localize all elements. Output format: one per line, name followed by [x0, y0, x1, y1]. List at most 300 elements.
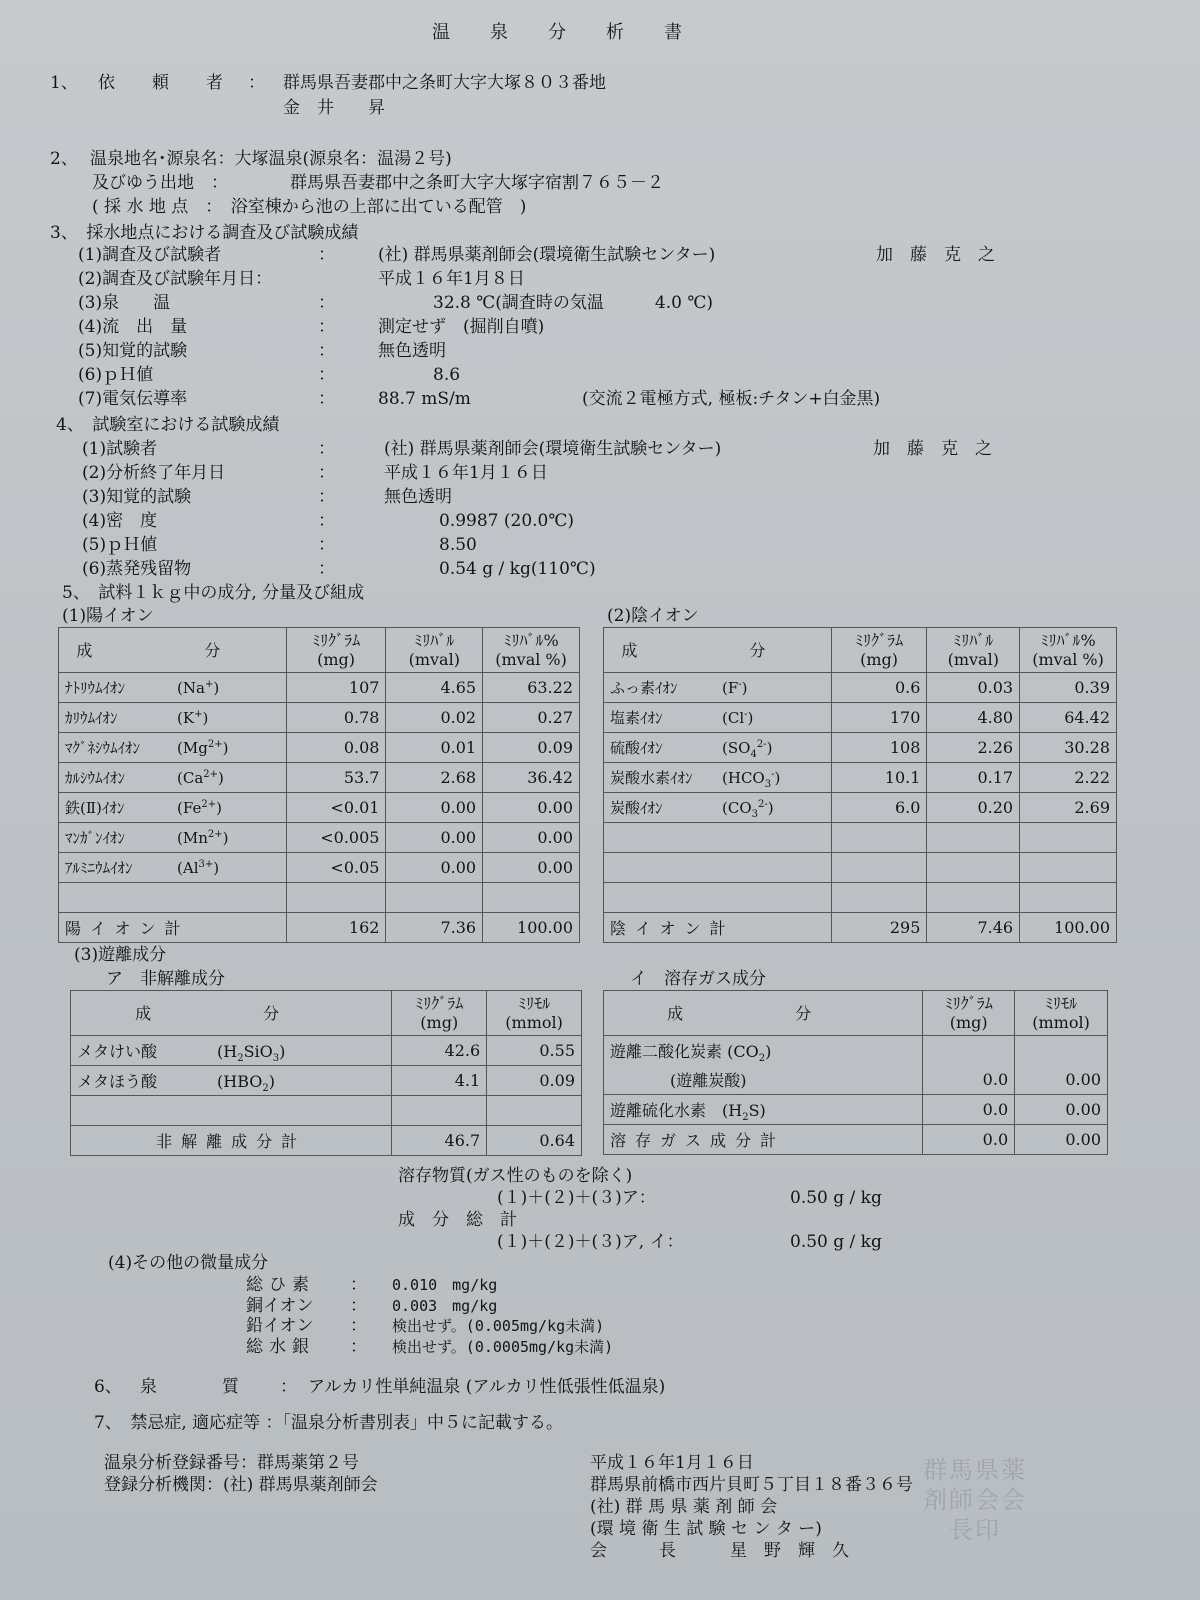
cation-total-mval: 7.36 — [386, 913, 483, 943]
ion-mg: 108 — [831, 733, 927, 763]
ion-row — [604, 793, 1117, 823]
col-mg-kana: ﾐﾘｸﾞﾗﾑ — [312, 631, 361, 650]
anion-total-label: 陰イオン計 — [604, 913, 832, 943]
ion-japanese: 硫酸ｲｵﾝ — [610, 739, 663, 757]
ion-pct: 63.22 — [483, 673, 580, 703]
blank-cell — [483, 883, 580, 913]
nondiss-row — [71, 1036, 582, 1066]
s4-row-colon: ： — [318, 487, 335, 507]
registration-number: 温泉分析登録番号：群馬薬第２号 — [104, 1453, 359, 1473]
co2-mg-blank — [923, 1036, 1015, 1066]
s3-row-label: (2)調査及び試験年月日： — [78, 269, 273, 289]
col-component: 成 分 — [604, 628, 832, 673]
spring-quality: アルカリ性単純温泉 (アルカリ性低張性低温泉) — [308, 1377, 666, 1397]
gas-header — [604, 991, 1108, 1036]
col-mvalp-kana: ﾐﾘﾊﾞﾙ% — [1040, 631, 1096, 650]
nondiss-total-label: 非解離成分計 — [71, 1126, 392, 1156]
col-mval — [386, 628, 483, 673]
ion-pct: 30.28 — [1020, 733, 1117, 763]
s4-row-colon: ： — [318, 559, 335, 579]
ion-pct: 64.42 — [1020, 703, 1117, 733]
ion-charge: - — [738, 679, 742, 690]
co2-close: ) — [765, 1042, 772, 1061]
nondiss-row — [71, 1066, 582, 1096]
s4-row-value: 0.9987 (20.0℃) — [439, 511, 575, 531]
nondiss-header — [71, 991, 582, 1036]
s4-header: 4、 試験室における試験成績 — [56, 415, 280, 435]
ion-mval: 0.17 — [927, 763, 1020, 793]
s4-row-colon: ： — [318, 511, 335, 531]
grand-total-label: 成 分 総 計 — [398, 1210, 517, 1230]
ion-charge: 2+ — [201, 799, 217, 810]
s3-row-value: 32.8 ℃(調査時の気温 4.0 ℃) — [433, 293, 713, 313]
ion-row — [59, 793, 580, 823]
col-mvalp-kana: ﾐﾘﾊﾞﾙ% — [503, 631, 559, 650]
nondiss-name: メタほう酸 $(HBO_2)$ — [71, 1066, 392, 1096]
org-name: (社) 群 馬 県 薬 剤 師 会 — [590, 1497, 778, 1517]
s1-number: 1、 — [50, 73, 78, 93]
col-mg-unit: (mg) — [420, 1013, 459, 1032]
s4-row-label: (1)試験者 — [82, 439, 158, 459]
nondiss-total-mmol: 0.64 — [487, 1126, 582, 1156]
anion-table-header — [604, 628, 1117, 673]
blank-cell — [927, 853, 1020, 883]
s3-row-value: 8.6 — [433, 365, 461, 385]
s3-row-value: 平成１６年1月８日 — [378, 269, 525, 289]
s3-row-label: (5)知覚的試験 — [78, 341, 188, 361]
s4-row-label: (2)分析終了年月日 — [82, 463, 226, 483]
trace-colon: ： — [350, 1316, 367, 1336]
ion-formula: Ca — [182, 769, 204, 787]
s3-row-label: (4)流 出 量 — [78, 317, 188, 337]
president-name: 星 野 輝 久 — [730, 1541, 849, 1561]
blank-cell — [1020, 883, 1117, 913]
ion-mg: 107 — [286, 673, 386, 703]
ion-japanese: ﾏﾝｶﾞﾝｲｵﾝ — [65, 829, 126, 847]
s3-row-value: 88.7 mS/m — [378, 389, 471, 409]
nondiss-sub: 2 — [237, 1053, 244, 1065]
s7-text: 7、 禁忌症, 適応症等 ：「温泉分析書別表」中５に記載する。 — [94, 1413, 564, 1433]
nondiss-sub: 2 — [262, 1083, 269, 1095]
col-mvalp-unit: (mval %) — [1032, 650, 1104, 669]
document-title: 温泉分析書 — [432, 22, 722, 43]
ion-row — [604, 673, 1117, 703]
blank-cell — [927, 823, 1020, 853]
trace-name: 総水銀 — [246, 1336, 315, 1357]
ion-japanese: 炭酸水素ｲｵﾝ — [610, 769, 693, 787]
s4-row-value: 0.54 g / kg(110℃) — [439, 559, 596, 579]
gas-total-label: 溶存ガス成分計 — [604, 1125, 923, 1155]
ion-subscript: 3 — [751, 809, 759, 820]
anion-title: (2)陰イオン — [607, 606, 699, 626]
blank-cell — [604, 883, 832, 913]
anion-total-pct: 100.00 — [1020, 913, 1117, 943]
s2-number: 2、 — [50, 149, 78, 169]
trace-name: 鉛イオン — [246, 1316, 314, 1336]
ion-row — [59, 673, 580, 703]
ion-mval: 2.68 — [386, 763, 483, 793]
s1-label: 依 頼 者 — [98, 73, 233, 93]
s3-header: 3、 採水地点における調査及び試験成績 — [50, 223, 359, 243]
co2-mg: 0.0 — [923, 1065, 1015, 1095]
col-mval-unit: (mval) — [408, 650, 460, 669]
ion-name: 炭酸水素ｲｵﾝ $(HCO_3^-)$ — [604, 763, 832, 793]
trace-colon: ： — [350, 1275, 367, 1295]
nondiss-sub2: 3 — [272, 1053, 280, 1065]
cation-title: (1)陽イオン — [62, 606, 154, 626]
blank-row — [604, 823, 1117, 853]
cation-total-row — [59, 913, 580, 943]
ion-formula: Cl — [727, 709, 745, 727]
ion-mg: 53.7 — [286, 763, 386, 793]
gas-row-co2 — [604, 1036, 1108, 1066]
dissolved-formula: (１)＋(２)＋(３)ア： — [497, 1188, 656, 1208]
anion-table — [603, 627, 1117, 943]
col-mvalp-unit: (mval %) — [495, 650, 567, 669]
s3-row-colon: ： — [318, 245, 335, 265]
co2-sub: 2 — [758, 1053, 766, 1065]
ion-japanese: 炭酸ｲｵﾝ — [610, 799, 663, 817]
s3-row-extra: (交流２電極方式, 極板:チタン+白金黒) — [582, 389, 881, 409]
ion-row — [59, 733, 580, 763]
ion-mval: 0.02 — [386, 703, 483, 733]
ion-charge: 2+ — [207, 739, 223, 750]
ion-pct: 0.27 — [483, 703, 580, 733]
h2s-mg: 0.0 — [923, 1095, 1015, 1125]
col-mval-kana: ﾐﾘﾊﾞﾙ — [414, 631, 455, 650]
issue-date: 平成１６年1月１６日 — [590, 1453, 754, 1473]
h2s-sub: 2 — [742, 1112, 749, 1124]
ion-mval: 0.03 — [927, 673, 1020, 703]
trace-colon: ： — [350, 1336, 367, 1357]
col-mg-unit: (mg) — [949, 1013, 988, 1032]
trace-title: (4)その他の微量成分 — [108, 1253, 269, 1273]
dissolved-value: 0.50 g / kg — [790, 1188, 882, 1208]
s3-row-colon: ： — [318, 365, 335, 385]
ion-charge: 2+ — [207, 829, 223, 840]
dissolved-label: 溶存物質(ガス性のものを除く) — [398, 1166, 633, 1186]
blank-cell — [604, 853, 832, 883]
ion-mg: <0.01 — [286, 793, 386, 823]
s4-row-value: 無色透明 — [384, 487, 452, 507]
cation-table-header — [59, 628, 580, 673]
cation-total-pct: 100.00 — [483, 913, 580, 943]
sampling-point-line: ( 採 水 地 点 ： 浴室棟から池の上部に出ている配管 ) — [92, 197, 527, 217]
ion-name: ｶﾙｼｳﾑｲｵﾝ $(Ca^{2+})$ — [59, 763, 287, 793]
trace-name: 総ひ素 — [246, 1275, 315, 1295]
s3-row-colon: ： — [318, 317, 335, 337]
co2-label: 遊離二酸化炭素 (CO — [610, 1042, 759, 1061]
nondiss-formula: HBO — [223, 1072, 263, 1091]
co2-mmol: 0.00 — [1015, 1065, 1108, 1095]
ion-row — [59, 703, 580, 733]
ion-formula: Na — [182, 679, 205, 697]
ion-mg: 6.0 — [831, 793, 927, 823]
blank-cell — [831, 853, 927, 883]
blank-cell — [1020, 853, 1117, 883]
s6-label: 泉 質 — [140, 1377, 263, 1397]
org-center: (環 境 衛 生 試 験 セ ン タ ー) — [590, 1519, 822, 1539]
ion-mg: 10.1 — [831, 763, 927, 793]
ion-subscript: 3 — [764, 779, 772, 790]
ion-pct: 2.69 — [1020, 793, 1117, 823]
s6-colon: ： — [280, 1377, 297, 1397]
ion-formula: F — [727, 679, 739, 697]
trace-value: 0.010 mg/kg — [392, 1276, 498, 1294]
ion-mval: 0.00 — [386, 823, 483, 853]
h2s-close: S) — [748, 1101, 766, 1120]
ion-japanese: ﾏｸﾞﾈｼｳﾑｲｵﾝ — [65, 739, 141, 757]
ion-formula: Mn — [182, 829, 208, 847]
ion-row — [59, 853, 580, 883]
official-seal: 群馬県薬剤師会会長印 — [923, 1456, 1027, 1544]
source-location-value: 群馬県吾妻郡中之条町大字大塚字宿割７６５－２ — [290, 173, 664, 193]
nondiss-total-mg: 46.7 — [392, 1126, 487, 1156]
ion-pct: 0.00 — [483, 853, 580, 883]
ion-japanese: 塩素ｲｵﾝ — [610, 709, 663, 727]
col-mg-kana: ﾐﾘｸﾞﾗﾑ — [415, 994, 464, 1013]
col-mg — [923, 991, 1015, 1036]
s3-row-extra: 加 藤 克 之 — [876, 245, 995, 265]
co2-mmol-blank — [1015, 1036, 1108, 1066]
s3-row-value: (社) 群馬県薬剤師会(環境衛生試験センター) — [378, 245, 716, 265]
ion-name: 炭酸ｲｵﾝ $(CO_3^{2-})$ — [604, 793, 832, 823]
ion-name: 硫酸ｲｵﾝ $(SO_4^{2-})$ — [604, 733, 832, 763]
ion-pct: 36.42 — [483, 763, 580, 793]
col-mmol-unit: (mmol) — [1032, 1013, 1090, 1032]
grand-total-formula: (１)＋(２)＋(３)ア, イ： — [497, 1232, 684, 1252]
nondiss-mg: 42.6 — [392, 1036, 487, 1066]
s4-row-label: (3)知覚的試験 — [82, 487, 192, 507]
ion-formula: HCO — [727, 769, 765, 787]
s4-row-value: 平成１６年1月１６日 — [384, 463, 548, 483]
ion-name: ふっ素ｲｵﾝ (F-) — [604, 673, 832, 703]
col-mg-unit: (mg) — [860, 650, 899, 669]
ion-formula: SO — [727, 739, 751, 757]
ion-formula: CO — [727, 799, 752, 817]
ion-charge: + — [194, 709, 203, 720]
col-mg — [392, 991, 487, 1036]
nondiss-formula: H — [223, 1042, 238, 1061]
col-mmol-unit: (mmol) — [505, 1013, 563, 1032]
nondiss-japanese: メタけい酸 — [77, 1042, 158, 1061]
ion-mval: 0.01 — [386, 733, 483, 763]
col-component: 成 分 — [59, 628, 287, 673]
ion-charge: - — [744, 709, 748, 720]
col-mg — [831, 628, 927, 673]
ion-name: 鉄(Ⅱ)ｲｵﾝ $(Fe^{2+})$ — [59, 793, 287, 823]
ion-formula: K — [182, 709, 195, 727]
co2-alt-name: (遊離炭酸) — [604, 1065, 923, 1095]
ion-japanese: ｶﾘｳﾑｲｵﾝ — [65, 709, 118, 727]
s5-header: 5、 試料１ｋｇ中の成分, 分量及び組成 — [62, 583, 365, 603]
blank-row — [604, 853, 1117, 883]
ion-mg: 0.6 — [831, 673, 927, 703]
col-mmol — [487, 991, 582, 1036]
s3-row-label: (1)調査及び試験者 — [78, 245, 222, 265]
col-mg-kana: ﾐﾘｸﾞﾗﾑ — [855, 631, 904, 650]
co2-name — [604, 1036, 923, 1066]
cation-total-label: 陽イオン計 — [59, 913, 287, 943]
ion-mg: <0.005 — [286, 823, 386, 853]
s3-row-value: 測定せず (掘削自噴) — [378, 317, 545, 337]
s3-row-colon: ： — [318, 293, 335, 313]
org-address: 群馬県前橋市西片貝町５丁目１８番３６号 — [590, 1475, 913, 1495]
ion-japanese: 鉄(Ⅱ)ｲｵﾝ — [65, 799, 125, 817]
ion-japanese: ﾅﾄﾘｳﾑｲｵﾝ — [65, 679, 126, 697]
ion-subscript: 4 — [750, 749, 757, 760]
col-component: 成 分 — [71, 991, 392, 1036]
col-mval-unit: (mval) — [947, 650, 999, 669]
ion-name: ﾏﾝｶﾞﾝｲｵﾝ $(Mn^{2+})$ — [59, 823, 287, 853]
ion-formula: Mg — [182, 739, 208, 757]
source-location-label: 及びゆう出地 ： — [92, 173, 228, 193]
requester-name: 金 井 昇 — [283, 98, 385, 118]
nondiss-mg: 4.1 — [392, 1066, 487, 1096]
ion-mg: <0.05 — [286, 853, 386, 883]
nondiss-formula2: SiO — [243, 1042, 273, 1061]
ion-pct: 0.00 — [483, 793, 580, 823]
s3-row-colon: ： — [318, 389, 335, 409]
ion-pct: 0.09 — [483, 733, 580, 763]
col-mmol-kana: ﾐﾘﾓﾙ — [518, 994, 551, 1013]
trace-value: 検出せず。(0.0005mg/kg未満) — [392, 1337, 614, 1356]
ion-charge: + — [204, 679, 214, 690]
grand-total-value: 0.50 g / kg — [790, 1232, 882, 1252]
ion-charge: 2- — [758, 799, 768, 810]
s4-row-label: (5)ｐＨ値 — [82, 535, 158, 555]
ion-row — [604, 763, 1117, 793]
h2s-label: 遊離硫化水素 (H — [610, 1101, 743, 1120]
gas-row-co2-alt — [604, 1065, 1108, 1095]
ion-mval: 4.65 — [386, 673, 483, 703]
blank-cell — [59, 883, 287, 913]
ion-japanese: ｶﾙｼｳﾑｲｵﾝ — [65, 769, 126, 787]
gas-total-mmol: 0.00 — [1015, 1125, 1108, 1155]
s4-row-colon: ： — [318, 439, 335, 459]
ion-name: ﾅﾄﾘｳﾑｲｵﾝ (Na+) — [59, 673, 287, 703]
nondiss-mmol: 0.55 — [487, 1036, 582, 1066]
col-mvalp — [1020, 628, 1117, 673]
blank-row — [59, 883, 580, 913]
s1-colon: ： — [248, 73, 265, 93]
cation-total-mg: 162 — [286, 913, 386, 943]
ion-row — [59, 823, 580, 853]
ion-row — [604, 733, 1117, 763]
blank-cell — [604, 823, 832, 853]
blank-cell — [286, 883, 386, 913]
anion-total-mval: 7.46 — [927, 913, 1020, 943]
gas-title: イ 溶存ガス成分 — [630, 969, 766, 989]
ion-japanese: ｱﾙﾐﾆｳﾑｲｵﾝ — [65, 859, 133, 877]
trace-value: 0.003 mg/kg — [392, 1296, 498, 1315]
nondiss-table — [70, 990, 582, 1156]
ion-mval: 0.00 — [386, 853, 483, 883]
h2s-mmol: 0.00 — [1015, 1095, 1108, 1125]
ion-mg: 0.08 — [286, 733, 386, 763]
nondiss-mmol: 0.09 — [487, 1066, 582, 1096]
col-mg-kana: ﾐﾘｸﾞﾗﾑ — [944, 994, 993, 1013]
free-components-title: (3)遊離成分 — [74, 945, 167, 965]
s4-row-colon: ： — [318, 463, 335, 483]
col-mmol-kana: ﾐﾘﾓﾙ — [1045, 994, 1078, 1013]
s3-row-colon: ： — [318, 341, 335, 361]
ion-pct: 0.00 — [483, 823, 580, 853]
blank-cell — [927, 883, 1020, 913]
col-mg — [286, 628, 386, 673]
blank-cell — [1020, 823, 1117, 853]
s4-row-label: (6)蒸発残留物 — [82, 559, 192, 579]
ion-pct: 2.22 — [1020, 763, 1117, 793]
col-component: 成 分 — [604, 991, 923, 1036]
blank-row — [71, 1096, 582, 1126]
ion-row — [604, 703, 1117, 733]
col-mval — [927, 628, 1020, 673]
ion-mg: 0.78 — [286, 703, 386, 733]
s3-row-label: (6)ｐＨ値 — [78, 365, 154, 385]
requester-address: 群馬県吾妻郡中之条町大字大塚８０３番地 — [283, 73, 606, 93]
blank-cell — [831, 823, 927, 853]
president-label: 会 長 — [590, 1541, 682, 1561]
s3-row-label: (3)泉 温 — [78, 293, 171, 313]
col-mval-kana: ﾐﾘﾊﾞﾙ — [953, 631, 994, 650]
nondiss-total-row — [71, 1126, 582, 1156]
spring-name-line: 温泉地名･源泉名：大塚温泉(源泉名：温湯２号) — [90, 149, 452, 169]
ion-formula: Al — [182, 859, 199, 877]
ion-charge: 3+ — [198, 859, 214, 870]
s4-row-label: (4)密 度 — [82, 511, 158, 531]
nondiss-japanese: メタほう酸 — [77, 1072, 158, 1091]
trace-value: 検出せず。(0.005mg/kg未満) — [392, 1317, 605, 1335]
col-mvalp — [483, 628, 580, 673]
ion-name: ｶﾘｳﾑｲｵﾝ (K+) — [59, 703, 287, 733]
ion-pct: 0.39 — [1020, 673, 1117, 703]
nondiss-name: メタけい酸 $(H_2SiO_3)$ — [71, 1036, 392, 1066]
registration-org: 登録分析機関：(社) 群馬県薬剤師会 — [104, 1475, 378, 1495]
s4-row-value: 8.50 — [439, 535, 477, 555]
s4-row-value: (社) 群馬県薬剤師会(環境衛生試験センター) — [384, 439, 722, 459]
s4-row-extra: 加 藤 克 之 — [873, 439, 992, 459]
ion-mval: 4.80 — [927, 703, 1020, 733]
gas-row-h2s — [604, 1095, 1108, 1125]
anion-total-row — [604, 913, 1117, 943]
col-mg-unit: (mg) — [317, 650, 356, 669]
anion-total-mg: 295 — [831, 913, 927, 943]
gas-table — [603, 990, 1108, 1155]
ion-mval: 2.26 — [927, 733, 1020, 763]
blank-cell — [831, 883, 927, 913]
ion-name: 塩素ｲｵﾝ (Cl-) — [604, 703, 832, 733]
col-mmol — [1015, 991, 1108, 1036]
ion-name: ｱﾙﾐﾆｳﾑｲｵﾝ $(Al^{3+})$ — [59, 853, 287, 883]
cation-table — [58, 627, 580, 943]
s4-row-colon: ： — [318, 535, 335, 555]
blank-row — [604, 883, 1117, 913]
ion-mval: 0.00 — [386, 793, 483, 823]
nondiss-title: ア 非解離成分 — [106, 969, 225, 989]
gas-total-row — [604, 1125, 1108, 1155]
trace-colon: ： — [350, 1295, 367, 1316]
ion-row — [59, 763, 580, 793]
s3-row-label: (7)電気伝導率 — [78, 389, 188, 409]
ion-charge: - — [771, 769, 775, 780]
ion-charge: 2+ — [203, 769, 219, 780]
ion-name: ﾏｸﾞﾈｼｳﾑｲｵﾝ $(Mg^{2+})$ — [59, 733, 287, 763]
ion-charge: 2- — [756, 739, 767, 750]
ion-mval: 0.20 — [927, 793, 1020, 823]
ion-formula: Fe — [182, 799, 202, 817]
ion-japanese: ふっ素ｲｵﾝ — [610, 679, 678, 697]
